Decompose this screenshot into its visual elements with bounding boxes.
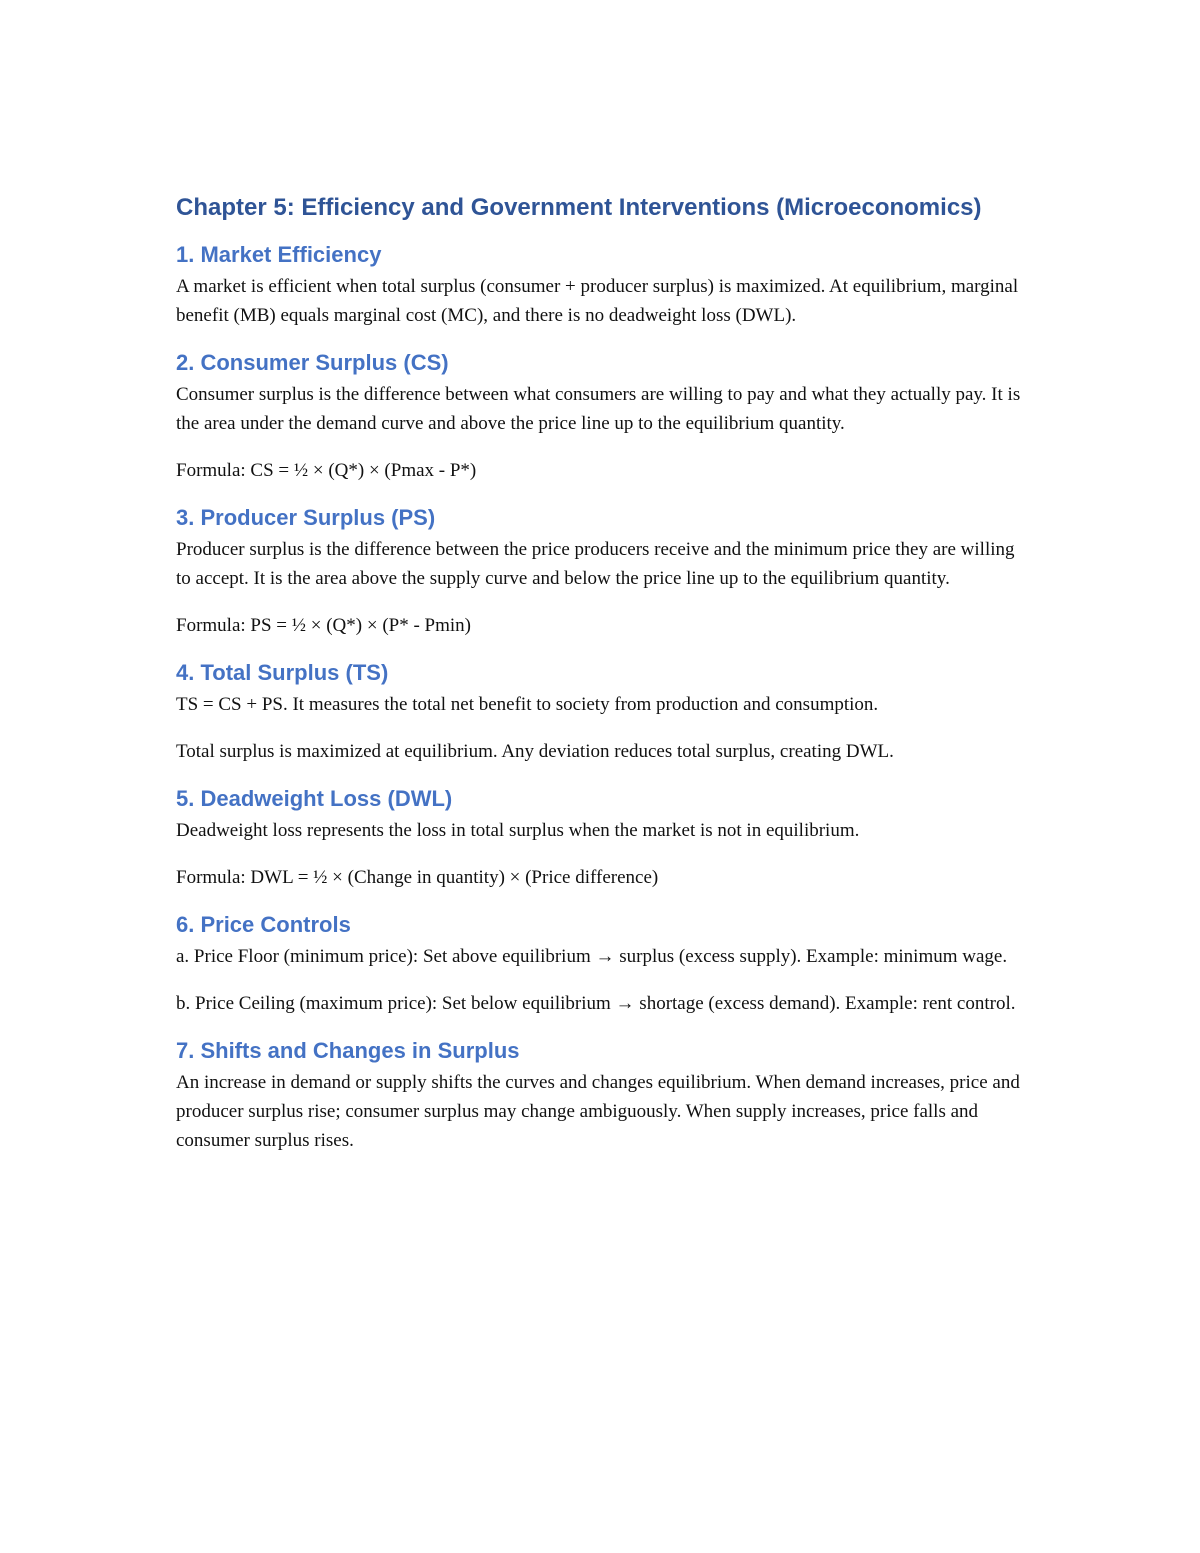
section-price-controls	[176, 908, 1026, 1018]
section-heading: 4. Total Surplus (TS)	[176, 660, 389, 685]
section-paragraph: Producer surplus is the difference between the price producers receive and the minimum price they are willing to accept. It is the area above the supply curve and below the price line up to the equilibrium quantity.	[176, 539, 1015, 589]
price-ceiling-paragraph: b. Price Ceiling (maximum price): Set below equilibrium → shortage (excess demand). Example: rent control.	[176, 993, 1016, 1014]
formula-line: Formula: CS = ½ × (Q*) × (Pmax - P*)	[176, 460, 477, 481]
price-floor-paragraph: a. Price Floor (minimum price): Set above equilibrium → surplus (excess supply). Example: minimum wage.	[176, 946, 1008, 967]
page-title: Chapter 5: Efficiency and Government Interventions (Microeconomics)	[176, 194, 982, 221]
section-producer-surplus	[176, 501, 1026, 640]
section-heading: 6. Price Controls	[176, 912, 351, 937]
section-paragraph: Consumer surplus is the difference between what consumers are willing to pay and what they actually pay. It is the area under the demand curve and above the price line up to the equilibrium quantity.	[176, 384, 1021, 434]
section-deadweight-loss	[176, 782, 1026, 892]
section-market-efficiency	[176, 238, 1026, 330]
section-paragraph: TS = CS + PS. It measures the total net benefit to society from production and consumption.	[176, 694, 879, 715]
section-paragraph: A market is efficient when total surplus (consumer + producer surplus) is maximized. At equilibrium, marginal benefit (MB) equals marginal cost (MC), and there is no deadweight loss (DWL).	[176, 276, 1019, 326]
section-heading: 1. Market Efficiency	[176, 242, 382, 267]
formula-line: Formula: DWL = ½ × (Change in quantity) × (Price difference)	[176, 867, 659, 888]
section-paragraph: Deadweight loss represents the loss in total surplus when the market is not in equilibrium.	[176, 820, 860, 841]
section-consumer-surplus	[176, 346, 1026, 485]
section-total-surplus	[176, 656, 1026, 766]
section-heading: 2. Consumer Surplus (CS)	[176, 350, 449, 375]
section-paragraph: An increase in demand or supply shifts the curves and changes equilibrium. When demand increases, price and producer surplus rise; consumer surplus may change ambiguously. When supply increases, price falls and consumer surplus rises.	[176, 1072, 1020, 1151]
section-heading: 3. Producer Surplus (PS)	[176, 505, 436, 530]
section-heading: 7. Shifts and Changes in Surplus	[176, 1038, 520, 1063]
document-page	[176, 188, 1026, 1155]
formula-line: Formula: PS = ½ × (Q*) × (P* - Pmin)	[176, 615, 471, 636]
section-shifts-and-changes	[176, 1034, 1026, 1155]
section-paragraph: Total surplus is maximized at equilibrium. Any deviation reduces total surplus, creating DWL.	[176, 741, 894, 762]
section-heading: 5. Deadweight Loss (DWL)	[176, 786, 453, 811]
